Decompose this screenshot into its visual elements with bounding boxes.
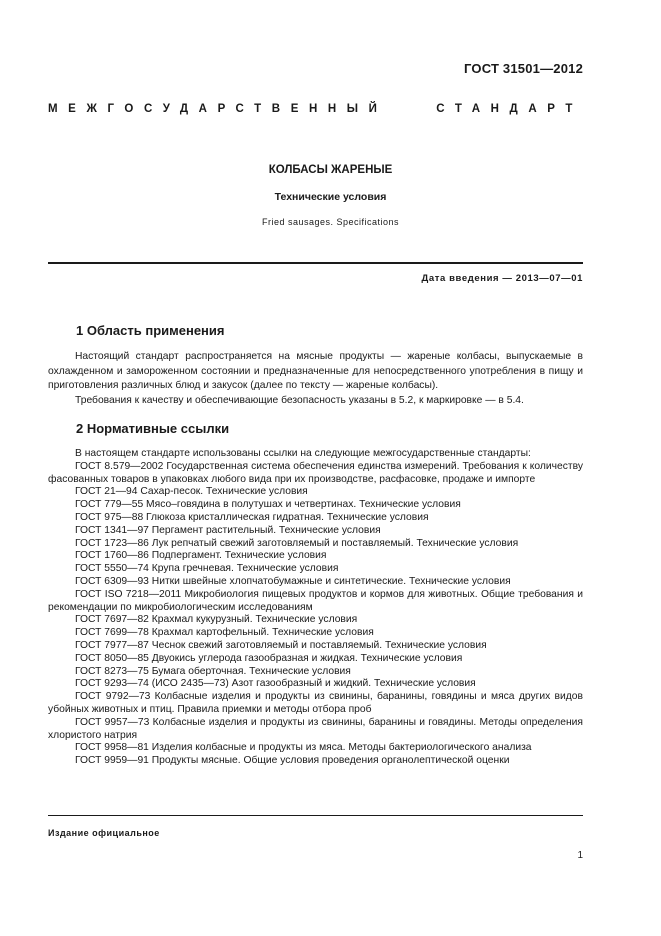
reference-item: ГОСТ ISO 7218—2011 Микробиология пищевых продуктов и кормов для животных. Общие требования и рекомендации по микробиологическим исследованиям [48,588,583,613]
footer-divider [48,815,583,816]
banner-word-1: МЕЖГОСУДАРСТВЕННЫЙ [48,103,388,115]
reference-item: ГОСТ 8273—75 Бумага оберточная. Технические условия [75,665,351,677]
document-title: КОЛБАСЫ ЖАРЕНЫЕ [268,164,393,176]
reference-item: ГОСТ 21—94 Сахар-песок. Технические условия [75,486,308,498]
reference-item: ГОСТ 9959—91 Продукты мясные. Общие условия проведения органолептической оценки [75,755,510,767]
section-1-paragraph-1: Настоящий стандарт распространяется на мясные продукты — жареные колбасы, выпускаемые в охлажденном и замороженном состоянии и предназначенные для непосредственного употребления в пищу и приготовления различных блюд и закусок (далее по тексту — жареные колбасы). [48,351,583,392]
references-list [48,448,583,768]
edition-label: Издание официальное [48,828,160,838]
introduction-date: Дата введения — 2013—07—01 [421,273,583,284]
reference-item: ГОСТ 6309—93 Нитки швейные хлопчатобумажные и синтетические. Технические условия [75,575,511,587]
section-1-heading: 1 Область применения [76,323,225,338]
english-title: Fried sausages. Specifications [261,217,400,227]
section-2-heading: 2 Нормативные ссылки [76,421,230,436]
reference-item: ГОСТ 9293—74 (ИСО 2435—73) Азот газообразный и жидкий. Технические условия [75,678,476,690]
standard-code: ГОСТ 31501—2012 [464,61,583,76]
reference-item: ГОСТ 1723—86 Лук репчатый свежий заготовляемый и поставляемый. Технические условия [75,537,519,549]
reference-item: ГОСТ 5550—74 Крупа гречневая. Технические условия [75,563,339,575]
reference-item: ГОСТ 8050—85 Двуокись углерода газообразная и жидкая. Технические условия [75,652,463,664]
reference-item: ГОСТ 7697—82 Крахмал кукурузный. Технические условия [75,614,358,626]
reference-item: ГОСТ 1760—86 Подпергамент. Технические условия [75,550,327,562]
reference-item: ГОСТ 9958—81 Изделия колбасные и продукты из мяса. Методы бактериологического анализа [75,742,532,754]
section-1-body [48,350,583,408]
references-intro: В настоящем стандарте использованы ссылки на следующие межгосударственные стандарты: [75,448,531,459]
reference-item: ГОСТ 1341—97 Пергамент растительный. Технические условия [75,524,381,536]
reference-item: ГОСТ 9792—73 Колбасные изделия и продукты из свинины, баранины, говядины и мяса других видов убойных животных и птиц. Правила приемки и методы отбора проб [48,691,583,715]
reference-item: ГОСТ 8.579—2002 Государственная система обеспечения единства измерений. Требования к количеству фасованных товаров в упаковках любого вида при их производстве, расфасовке, продаже и импорте [48,460,583,485]
interstate-standard-banner [48,103,583,115]
reference-item: ГОСТ 7977—87 Чеснок свежий заготовляемый и поставляемый. Технические условия [75,639,487,651]
document-subtitle: Технические условия [274,191,387,203]
banner-word-2: СТАНДАРТ [436,103,583,115]
reference-item: ГОСТ 7699—78 Крахмал картофельный. Технические условия [75,627,374,639]
section-1-paragraph-2: Требования к качеству и обеспечивающие безопасность указаны в 5.2, к маркировке — в 5.4. [75,394,524,406]
reference-item: ГОСТ 9957—73 Колбасные изделия и продукты из свинины, баранины и говядины. Методы определения хлористого натрия [48,716,583,741]
page-number: 1 [577,850,583,861]
reference-item: ГОСТ 975—88 Глюкоза кристаллическая гидратная. Технические условия [75,511,429,523]
reference-item: ГОСТ 779—55 Мясо–говядина в полутушах и четвертинах. Технические условия [75,499,461,511]
header-divider [48,262,583,264]
